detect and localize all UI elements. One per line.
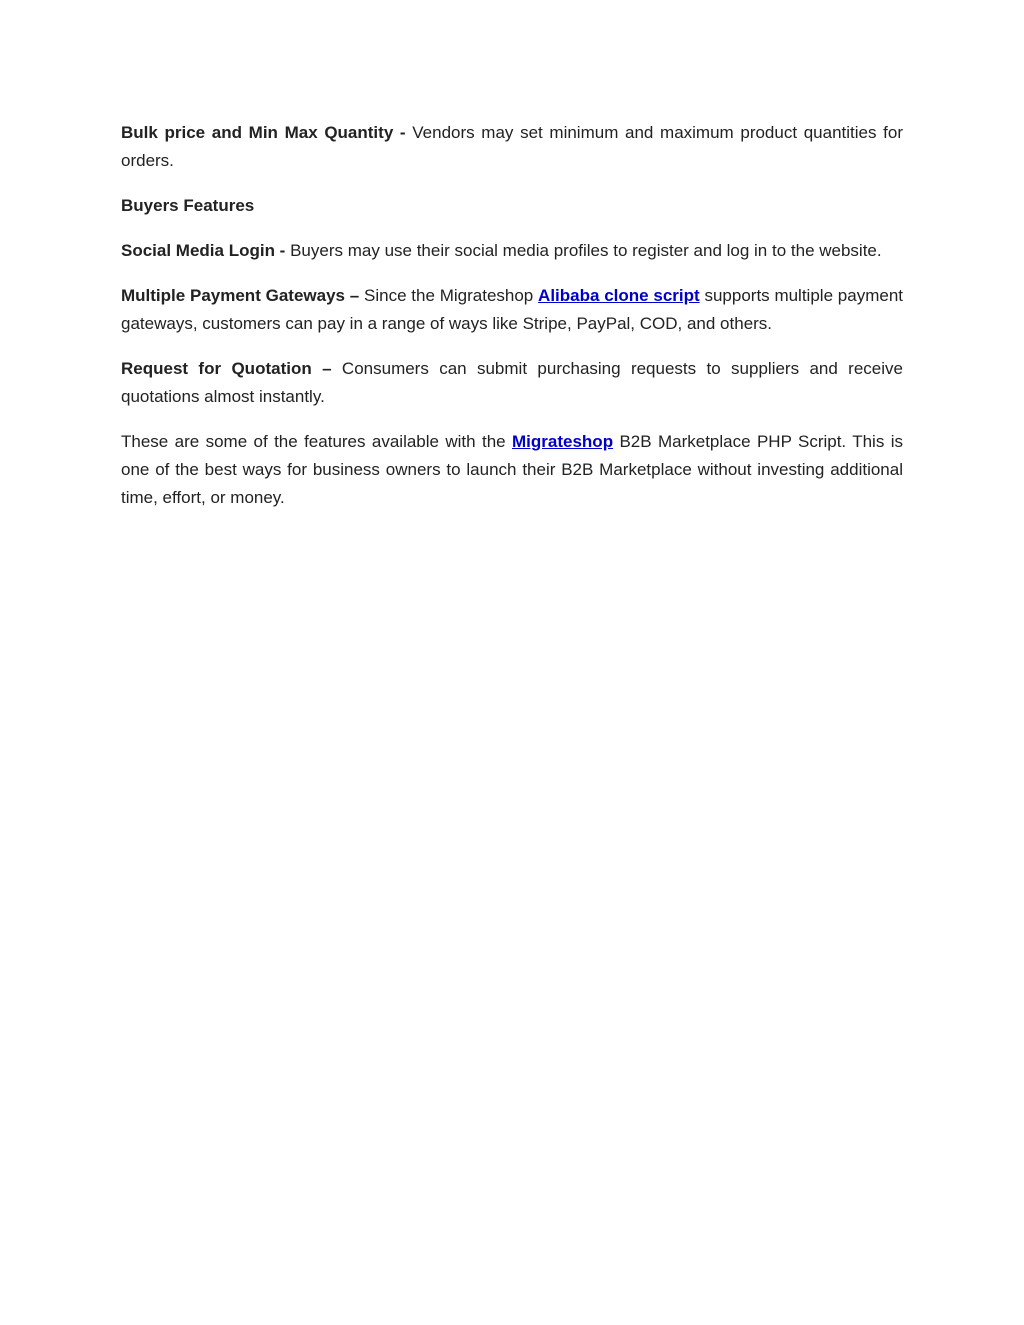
payment-gateways-paragraph: [121, 282, 903, 338]
closing-text-after: B2B Marketplace PHP Script. This is one of the best ways for business owners to launch their B2B Marketplace without investing additional time, effort, or money.: [121, 432, 903, 507]
social-login-label: Social Media Login -: [121, 241, 286, 260]
payment-gateways-text-after: supports multiple payment gateways, customers can pay in a range of ways like Stripe, PayPal, COD, and others.: [121, 286, 903, 333]
document-page: [121, 119, 903, 529]
closing-text-before: These are some of the features available with the: [121, 432, 506, 451]
bulk-price-paragraph: [121, 119, 903, 175]
social-login-paragraph: [121, 237, 903, 265]
bulk-price-text: Vendors may set minimum and maximum product quantities for orders.: [121, 123, 903, 170]
request-quotation-paragraph: [121, 355, 903, 411]
bulk-price-label: Bulk price and Min Max Quantity -: [121, 123, 406, 142]
alibaba-clone-script-link[interactable]: Alibaba clone script: [538, 286, 700, 305]
migrateshop-link[interactable]: Migrateshop: [512, 432, 614, 451]
request-quotation-text: Consumers can submit purchasing requests to suppliers and receive quotations almost instantly.: [121, 359, 903, 406]
payment-gateways-label: Multiple Payment Gateways –: [121, 286, 360, 305]
buyers-features-heading: Buyers Features: [121, 196, 255, 215]
payment-gateways-text-before: Since the Migrateshop: [364, 286, 534, 305]
request-quotation-label: Request for Quotation –: [121, 359, 332, 378]
social-login-text: Buyers may use their social media profiles to register and log in to the website.: [290, 241, 882, 260]
closing-paragraph: [121, 428, 903, 512]
